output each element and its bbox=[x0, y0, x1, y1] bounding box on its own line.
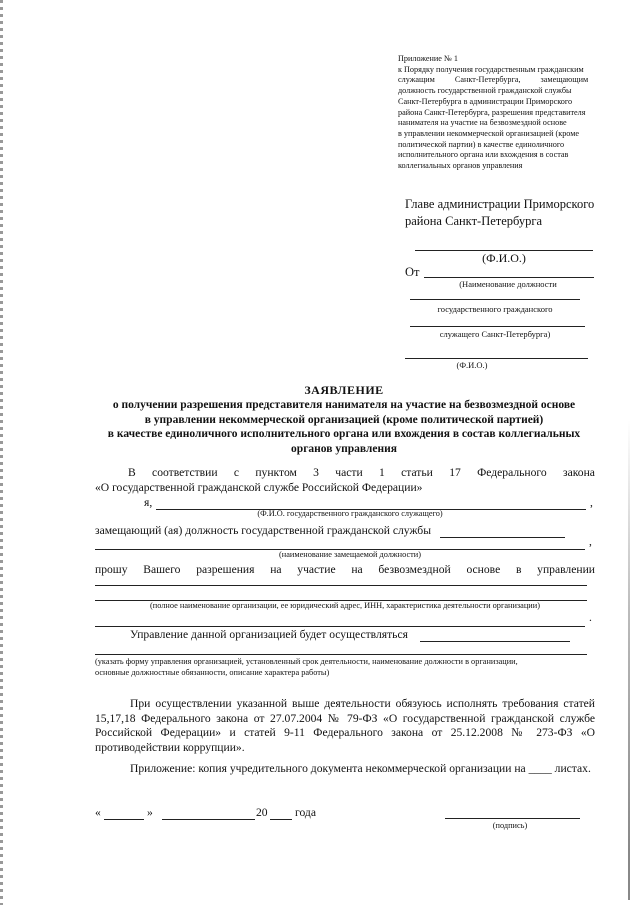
sender-position-field[interactable] bbox=[424, 277, 594, 278]
annex-line: Приложение № 1 bbox=[398, 54, 458, 63]
position-hint: (Наименование должности bbox=[459, 279, 557, 289]
caption-line: основные должностные обязанности, описание характера работы) bbox=[95, 668, 330, 677]
annex-line: нанимателя на участие на безвозмездной основе bbox=[398, 118, 567, 128]
word: статьи bbox=[401, 466, 433, 479]
sender-position-field-2[interactable] bbox=[410, 299, 580, 300]
comma: , bbox=[590, 496, 593, 509]
year-prefix: 20 bbox=[256, 806, 268, 819]
word: 3 bbox=[313, 466, 319, 479]
management-caption bbox=[95, 656, 595, 678]
annex-note bbox=[398, 54, 598, 172]
word: в bbox=[515, 563, 522, 576]
word: Федерального bbox=[477, 466, 547, 479]
date-close-quote: » bbox=[147, 806, 153, 819]
recipient-fio-label: (Ф.И.О.) bbox=[482, 251, 526, 265]
word: части bbox=[335, 466, 363, 479]
word: пунктом bbox=[255, 466, 297, 479]
scan-shadow bbox=[628, 420, 630, 900]
comma: , bbox=[589, 535, 592, 548]
annex-line: Санкт-Петербурга в администрации Приморского bbox=[398, 96, 573, 106]
signature-caption: (подпись) bbox=[492, 821, 528, 830]
position-hint: служащего Санкт-Петербурга) bbox=[439, 329, 551, 339]
word: В bbox=[128, 466, 136, 479]
word: разрешения bbox=[196, 563, 255, 576]
law-reference-line bbox=[128, 466, 595, 479]
annex-line: к Порядку получения государственным гражданским bbox=[398, 64, 584, 74]
sender-position-field-3[interactable] bbox=[410, 326, 585, 327]
obligation-paragraph: При осуществлении указанной выше деятельности обязуюсь исполнять требования статей 15,17,18 Федерального закона от 27.07.2004 № 79-ФЗ «О государственной гражданской службе Российской Федерации» и статей 9-11 Федерального закона от 25.12.2008 № 273-ФЗ «О противодействии коррупции». bbox=[95, 697, 595, 754]
addressee-line: Главе администрации Приморского bbox=[405, 197, 595, 211]
sender-fio-field[interactable] bbox=[405, 358, 588, 359]
management-form-field-2[interactable] bbox=[95, 654, 587, 655]
document-title bbox=[90, 383, 598, 457]
addressee bbox=[405, 196, 615, 230]
addressee-line: района Санкт-Петербурга bbox=[405, 214, 543, 228]
word: на bbox=[270, 563, 282, 576]
word: Вашего bbox=[143, 563, 181, 576]
title-line: в качестве единоличного исполнительного органа или вхождения в состав коллегиальных bbox=[107, 428, 581, 441]
annex-line: политической партии) в качестве единоличного bbox=[398, 139, 565, 149]
annex-line: служащим Санкт-Петербурга, замещающим bbox=[398, 75, 589, 85]
law-name: «О государственной гражданской службе Российской Федерации» bbox=[95, 481, 423, 494]
signature-field[interactable] bbox=[445, 818, 580, 819]
word: закона bbox=[563, 466, 595, 479]
word: управлении bbox=[537, 563, 595, 576]
title-line: о получении разрешения представителя нанимателя на участие на безвозмездной основе bbox=[112, 398, 576, 411]
management-form-field[interactable] bbox=[420, 641, 570, 642]
annex-line: в управлении некоммерческой организацией (кроме bbox=[398, 128, 580, 138]
applicant-fio-caption: (Ф.И.О. государственного гражданского служащего) bbox=[257, 509, 443, 518]
word: с bbox=[233, 466, 240, 479]
word: основе bbox=[466, 563, 501, 576]
word: 1 bbox=[379, 466, 385, 479]
period: . bbox=[589, 611, 592, 624]
month-field[interactable] bbox=[162, 819, 255, 820]
scan-edge bbox=[0, 0, 3, 905]
annex-line: должность государственной гражданской службы bbox=[398, 86, 572, 96]
annex-line: коллегиальных органов управления bbox=[398, 161, 523, 171]
civil-service-position-field[interactable] bbox=[440, 537, 565, 538]
year-field[interactable] bbox=[270, 819, 292, 820]
organization-field[interactable] bbox=[95, 585, 587, 586]
word: безвозмездной bbox=[378, 563, 451, 576]
caption-line: (указать форму управления организацией, установленный срок деятельности, наименование должности в организации, bbox=[95, 657, 518, 666]
from-label: От bbox=[405, 265, 420, 279]
i-label: я, bbox=[144, 496, 153, 509]
word: прошу bbox=[95, 563, 128, 576]
word: на bbox=[351, 563, 363, 576]
management-label: Управление данной организацией будет осуществляться bbox=[130, 628, 408, 641]
position-hint: государственного гражданского bbox=[437, 304, 553, 314]
word: участие bbox=[297, 563, 336, 576]
sender-fio-label: (Ф.И.О.) bbox=[456, 360, 488, 370]
position-caption: (наименование замещаемой должности) bbox=[279, 550, 421, 559]
title-line: органов управления bbox=[291, 443, 397, 456]
annex-line: исполнительного органа или вхождения в состав bbox=[398, 150, 569, 160]
word: 17 bbox=[449, 466, 461, 479]
occupying-label: замещающий (ая) должность государственной гражданской службы bbox=[95, 524, 431, 537]
title-heading: ЗАЯВЛЕНИЕ bbox=[304, 383, 384, 397]
title-line: в управлении некоммерческой организацией (кроме политической партией) bbox=[144, 413, 544, 426]
year-suffix: года bbox=[295, 806, 316, 819]
word: соответствии bbox=[152, 466, 218, 479]
attachment-paragraph: Приложение: копия учредительного документа некоммерческой организации на ____ листах. bbox=[130, 762, 591, 775]
date-open-quote: « bbox=[95, 806, 101, 819]
request-line bbox=[95, 563, 595, 576]
organization-caption: (полное наименование организации, ее юридический адрес, ИНН, характеристика деятельности организации) bbox=[150, 601, 540, 610]
annex-line: района Санкт-Петербурга, разрешения представителя bbox=[398, 107, 586, 117]
day-field[interactable] bbox=[104, 819, 144, 820]
organization-field-3[interactable] bbox=[95, 626, 585, 627]
